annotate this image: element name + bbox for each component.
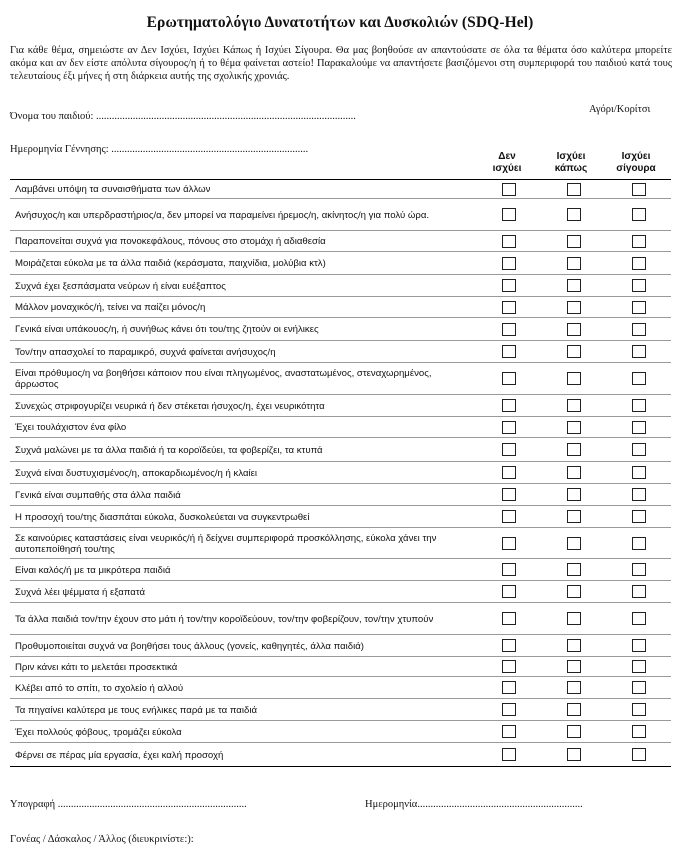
question-text: Γενικά είναι υπάκουος/η, ή συνήθως κάνει ότι του/της ζητούν οι ενήλικες (10, 318, 477, 341)
somewhat-true-checkbox[interactable] (567, 748, 581, 761)
not-true-checkbox-cell (477, 395, 541, 417)
question-row (10, 395, 671, 417)
not-true-checkbox[interactable] (502, 585, 516, 598)
somewhat-true-checkbox[interactable] (567, 301, 581, 314)
certainly-true-checkbox[interactable] (632, 510, 646, 523)
not-true-checkbox[interactable] (502, 257, 516, 270)
not-true-checkbox[interactable] (502, 488, 516, 501)
not-true-checkbox-cell (477, 363, 541, 395)
certainly-true-checkbox-cell (606, 231, 671, 252)
question-text: Η προσοχή του/της διασπάται εύκολα, δυσκολεύεται να συγκεντρωθεί (10, 506, 477, 528)
question-row (10, 417, 671, 438)
somewhat-true-checkbox[interactable] (567, 510, 581, 523)
instructions-paragraph: Για κάθε θέμα, σημειώστε αν Δεν Ισχύει, Ισχύει Κάπως ή Ισχύει Σίγουρα. Θα μας βοηθούσε αν απαντούσατε σε όλα τα θέματα όσο καλύτερα μπορείτε ακόμα και αν δεν είστε απόλυτα σίγουρος/η ή το θέμα φαίνεται αστείο! Παρακαλούμε να απαντήσετε βασιζόμενοι στη συμπεριφορά του παιδιού κατά τους τελευταίους έξι μήνες ή στη διάρκεια αυτής της σχολικής χρονιάς. (10, 45, 672, 83)
not-true-checkbox[interactable] (502, 748, 516, 761)
certainly-true-checkbox-cell (606, 743, 671, 767)
gender-option[interactable]: Αγόρι/Κορίτσι (589, 104, 651, 115)
question-row (10, 743, 671, 767)
somewhat-true-checkbox[interactable] (567, 323, 581, 336)
certainly-true-checkbox[interactable] (632, 537, 646, 550)
certainly-true-checkbox-cell (606, 318, 671, 341)
certainly-true-checkbox-cell (606, 417, 671, 438)
question-text: Προθυμοποιείται συχνά να βοηθήσει τους άλλους (γονείς, καθηγητές, άλλα παιδιά) (10, 635, 477, 657)
somewhat-true-checkbox-cell (541, 417, 606, 438)
not-true-checkbox-cell (477, 603, 541, 635)
somewhat-true-checkbox-cell (541, 635, 606, 657)
certainly-true-checkbox-cell (606, 363, 671, 395)
somewhat-true-checkbox[interactable] (567, 279, 581, 292)
somewhat-true-checkbox[interactable] (567, 660, 581, 673)
question-text: Είναι καλός/ή με τα μικρότερα παιδιά (10, 559, 477, 581)
somewhat-true-checkbox-cell (541, 603, 606, 635)
somewhat-true-checkbox[interactable] (567, 585, 581, 598)
certainly-true-checkbox[interactable] (632, 703, 646, 716)
somewhat-true-checkbox-cell (541, 721, 606, 743)
certainly-true-checkbox[interactable] (632, 345, 646, 358)
question-row (10, 559, 671, 581)
question-text: Πριν κάνει κάτι το μελετάει προσεκτικά (10, 657, 477, 677)
somewhat-true-checkbox-cell (541, 484, 606, 506)
not-true-checkbox-cell (477, 657, 541, 677)
not-true-checkbox-cell (477, 438, 541, 462)
certainly-true-checkbox[interactable] (632, 183, 646, 196)
somewhat-true-checkbox[interactable] (567, 488, 581, 501)
date-dots: ............................................................... (417, 799, 583, 810)
somewhat-true-checkbox[interactable] (567, 399, 581, 412)
certainly-true-checkbox-cell (606, 438, 671, 462)
somewhat-true-checkbox-cell (541, 462, 606, 484)
certainly-true-checkbox[interactable] (632, 208, 646, 221)
certainly-true-checkbox[interactable] (632, 488, 646, 501)
not-true-checkbox[interactable] (502, 345, 516, 358)
question-text: Μοιράζεται εύκολα με τα άλλα παιδιά (κεράσματα, παιχνίδια, μολύβια κτλ) (10, 252, 477, 275)
certainly-true-checkbox-cell (606, 677, 671, 699)
certainly-true-checkbox-cell (606, 721, 671, 743)
question-row (10, 199, 671, 231)
not-true-checkbox-cell (477, 462, 541, 484)
certainly-true-checkbox-cell (606, 603, 671, 635)
not-true-checkbox-cell (477, 559, 541, 581)
certainly-true-checkbox[interactable] (632, 681, 646, 694)
somewhat-true-checkbox-cell (541, 528, 606, 559)
birth-date-dots: ........................................................................... (111, 144, 309, 155)
somewhat-true-checkbox[interactable] (567, 372, 581, 385)
somewhat-true-checkbox[interactable] (567, 725, 581, 738)
somewhat-true-checkbox[interactable] (567, 563, 581, 576)
not-true-checkbox[interactable] (502, 301, 516, 314)
not-true-checkbox[interactable] (502, 725, 516, 738)
not-true-checkbox-cell (477, 318, 541, 341)
question-text: Λαμβάνει υπόψη τα συναισθήματα των άλλων (10, 180, 477, 199)
somewhat-true-checkbox[interactable] (567, 421, 581, 434)
certainly-true-checkbox-cell (606, 341, 671, 363)
certainly-true-checkbox[interactable] (632, 235, 646, 248)
somewhat-true-checkbox-cell (541, 657, 606, 677)
somewhat-true-checkbox-cell (541, 559, 606, 581)
question-text: Είναι πρόθυμος/η να βοηθήσει κάποιον που είναι πληγωμένος, αναστατωμένος, στεναχωρημένος, άρρωστος (10, 363, 477, 395)
not-true-checkbox-cell (477, 297, 541, 318)
question-text: Συνεχώς στριφογυρίζει νευρικά ή δεν στέκεται ήσυχος/η, έχει νευρικότητα (10, 395, 477, 417)
question-row (10, 297, 671, 318)
question-row (10, 603, 671, 635)
question-text: Συχνά λέει ψέμματα ή εξαπατά (10, 581, 477, 603)
not-true-checkbox-cell (477, 417, 541, 438)
certainly-true-checkbox[interactable] (632, 257, 646, 270)
question-row (10, 275, 671, 297)
questionnaire-table (10, 179, 671, 767)
somewhat-true-checkbox[interactable] (567, 703, 581, 716)
not-true-checkbox-cell (477, 341, 541, 363)
certainly-true-checkbox[interactable] (632, 399, 646, 412)
not-true-checkbox-cell (477, 699, 541, 721)
birth-date-label: Ημερομηνία Γέννησης: (10, 144, 109, 155)
somewhat-true-checkbox-cell (541, 297, 606, 318)
certainly-true-checkbox-cell (606, 199, 671, 231)
certainly-true-checkbox-cell (606, 484, 671, 506)
certainly-true-checkbox-cell (606, 252, 671, 275)
not-true-checkbox[interactable] (502, 612, 516, 625)
certainly-true-checkbox-cell (606, 506, 671, 528)
question-row (10, 581, 671, 603)
question-text: Έχει τουλάχιστον ένα φίλο (10, 417, 477, 438)
question-row (10, 231, 671, 252)
column-header-somewhat-true (541, 151, 601, 175)
certainly-true-checkbox[interactable] (632, 660, 646, 673)
not-true-checkbox-cell (477, 635, 541, 657)
not-true-checkbox-cell (477, 721, 541, 743)
question-text: Παραπονείται συχνά για πονοκεφάλους, πόνους στο στομάχι ή αδιαθεσία (10, 231, 477, 252)
somewhat-true-checkbox-cell (541, 231, 606, 252)
somewhat-true-checkbox-cell (541, 318, 606, 341)
not-true-checkbox[interactable] (502, 235, 516, 248)
question-row (10, 506, 671, 528)
column-header-certainly-true-line2: σίγουρα (616, 163, 656, 174)
somewhat-true-checkbox-cell (541, 438, 606, 462)
not-true-checkbox[interactable] (502, 681, 516, 694)
question-text: Σε καινούριες καταστάσεις είναι νευρικός/ή ή δείχνει συμπεριφορά προσκόλλησης, εύκολα χάνει την αυτοπεποίθησή του/της (10, 528, 477, 559)
not-true-checkbox[interactable] (502, 639, 516, 652)
question-text: Γενικά είναι συμπαθής στα άλλα παιδιά (10, 484, 477, 506)
not-true-checkbox[interactable] (502, 372, 516, 385)
somewhat-true-checkbox-cell (541, 341, 606, 363)
signature-field[interactable] (10, 799, 247, 810)
not-true-checkbox[interactable] (502, 208, 516, 221)
somewhat-true-checkbox-cell (541, 363, 606, 395)
certainly-true-checkbox-cell (606, 699, 671, 721)
not-true-checkbox-cell (477, 199, 541, 231)
question-text: Τα άλλα παιδιά τον/την έχουν στο μάτι ή τον/την κοροϊδεύουν, τον/την φοβερίζουν, τον/την χτυπούν (10, 603, 477, 635)
respondent-role-label: Γονέας / Δάσκαλος / Άλλος (διευκρινίστε:): (10, 834, 194, 845)
signature-dots: ........................................................................ (57, 799, 247, 810)
column-header-certainly-true-line1: Ισχύει (621, 151, 651, 162)
child-name-field[interactable] (10, 111, 356, 122)
somewhat-true-checkbox[interactable] (567, 639, 581, 652)
not-true-checkbox[interactable] (502, 323, 516, 336)
certainly-true-checkbox-cell (606, 297, 671, 318)
child-name-dots: ................................................................................................... (96, 111, 356, 122)
date-field[interactable] (365, 799, 583, 810)
not-true-checkbox[interactable] (502, 537, 516, 550)
not-true-checkbox-cell (477, 528, 541, 559)
somewhat-true-checkbox[interactable] (567, 443, 581, 456)
not-true-checkbox-cell (477, 484, 541, 506)
certainly-true-checkbox-cell (606, 528, 671, 559)
not-true-checkbox[interactable] (502, 563, 516, 576)
not-true-checkbox[interactable] (502, 279, 516, 292)
question-row (10, 699, 671, 721)
somewhat-true-checkbox-cell (541, 199, 606, 231)
certainly-true-checkbox[interactable] (632, 725, 646, 738)
somewhat-true-checkbox[interactable] (567, 681, 581, 694)
not-true-checkbox-cell (477, 743, 541, 767)
certainly-true-checkbox[interactable] (632, 748, 646, 761)
certainly-true-checkbox[interactable] (632, 443, 646, 456)
somewhat-true-checkbox-cell (541, 743, 606, 767)
question-row (10, 635, 671, 657)
not-true-checkbox-cell (477, 677, 541, 699)
not-true-checkbox[interactable] (502, 466, 516, 479)
column-header-not-true-line1: Δεν (498, 151, 516, 162)
somewhat-true-checkbox[interactable] (567, 466, 581, 479)
certainly-true-checkbox[interactable] (632, 323, 646, 336)
certainly-true-checkbox[interactable] (632, 372, 646, 385)
question-text: Κλέβει από το σπίτι, το σχολείο ή αλλού (10, 677, 477, 699)
certainly-true-checkbox[interactable] (632, 466, 646, 479)
certainly-true-checkbox[interactable] (632, 301, 646, 314)
column-header-not-true-line2: ισχύει (492, 163, 522, 174)
question-text: Τα πηγαίνει καλύτερα με τους ενήλικες παρά με τα παιδιά (10, 699, 477, 721)
somewhat-true-checkbox-cell (541, 275, 606, 297)
question-text: Συχνά μαλώνει με τα άλλα παιδιά ή τα κοροϊδεύει, τα φοβερίζει, τα κτυπά (10, 438, 477, 462)
somewhat-true-checkbox[interactable] (567, 183, 581, 196)
somewhat-true-checkbox[interactable] (567, 537, 581, 550)
question-row (10, 721, 671, 743)
somewhat-true-checkbox-cell (541, 677, 606, 699)
certainly-true-checkbox[interactable] (632, 563, 646, 576)
certainly-true-checkbox[interactable] (632, 585, 646, 598)
somewhat-true-checkbox[interactable] (567, 235, 581, 248)
certainly-true-checkbox[interactable] (632, 639, 646, 652)
certainly-true-checkbox-cell (606, 657, 671, 677)
page-title: Ερωτηματολόγιο Δυνατοτήτων και Δυσκολιών (SDQ-Hel) (146, 14, 534, 31)
question-text: Συχνά έχει ξεσπάσματα νεύρων ή είναι ευέξαπτος (10, 275, 477, 297)
question-row (10, 318, 671, 341)
birth-date-field[interactable] (10, 144, 308, 155)
column-header-certainly-true (606, 151, 666, 175)
question-row (10, 677, 671, 699)
question-row (10, 180, 671, 199)
somewhat-true-checkbox-cell (541, 180, 606, 199)
not-true-checkbox-cell (477, 581, 541, 603)
certainly-true-checkbox[interactable] (632, 612, 646, 625)
question-row (10, 438, 671, 462)
question-row (10, 363, 671, 395)
question-text: Τον/την απασχολεί το παραμικρό, συχνά φαίνεται ανήσυχος/η (10, 341, 477, 363)
certainly-true-checkbox[interactable] (632, 279, 646, 292)
not-true-checkbox-cell (477, 275, 541, 297)
certainly-true-checkbox-cell (606, 180, 671, 199)
certainly-true-checkbox-cell (606, 395, 671, 417)
somewhat-true-checkbox-cell (541, 506, 606, 528)
not-true-checkbox[interactable] (502, 660, 516, 673)
somewhat-true-checkbox-cell (541, 252, 606, 275)
somewhat-true-checkbox[interactable] (567, 257, 581, 270)
certainly-true-checkbox-cell (606, 275, 671, 297)
somewhat-true-checkbox[interactable] (567, 345, 581, 358)
somewhat-true-checkbox-cell (541, 395, 606, 417)
question-row (10, 528, 671, 559)
question-text: Συχνά είναι δυστυχισμένος/η, αποκαρδιωμένος/η ή κλαίει (10, 462, 477, 484)
question-row (10, 657, 671, 677)
not-true-checkbox[interactable] (502, 421, 516, 434)
signature-label: Υπογραφή (10, 799, 56, 810)
somewhat-true-checkbox[interactable] (567, 612, 581, 625)
question-text: Έχει πολλούς φόβους, τρομάζει εύκολα (10, 721, 477, 743)
not-true-checkbox-cell (477, 252, 541, 275)
somewhat-true-checkbox[interactable] (567, 208, 581, 221)
certainly-true-checkbox-cell (606, 581, 671, 603)
column-header-somewhat-true-line2: κάπως (554, 163, 588, 174)
somewhat-true-checkbox-cell (541, 581, 606, 603)
certainly-true-checkbox[interactable] (632, 421, 646, 434)
question-text: Μάλλον μοναχικός/ή, τείνει να παίζει μόνος/η (10, 297, 477, 318)
not-true-checkbox[interactable] (502, 510, 516, 523)
question-text: Ανήσυχος/η και υπερδραστήριος/α, δεν μπορεί να παραμείνει ήρεμος/η, ακίνητος/η για πολύ ώρα. (10, 199, 477, 231)
not-true-checkbox[interactable] (502, 183, 516, 196)
not-true-checkbox[interactable] (502, 443, 516, 456)
column-header-not-true (477, 151, 537, 175)
certainly-true-checkbox-cell (606, 559, 671, 581)
not-true-checkbox-cell (477, 506, 541, 528)
question-text: Φέρνει σε πέρας μία εργασία, έχει καλή προσοχή (10, 743, 477, 767)
not-true-checkbox[interactable] (502, 703, 516, 716)
somewhat-true-checkbox-cell (541, 699, 606, 721)
question-row (10, 462, 671, 484)
date-label: Ημερομηνία (365, 799, 418, 810)
certainly-true-checkbox-cell (606, 462, 671, 484)
child-name-label: Όνομα του παιδιού: (10, 111, 94, 122)
not-true-checkbox-cell (477, 231, 541, 252)
certainly-true-checkbox-cell (606, 635, 671, 657)
question-row (10, 484, 671, 506)
question-row (10, 341, 671, 363)
not-true-checkbox[interactable] (502, 399, 516, 412)
question-row (10, 252, 671, 275)
not-true-checkbox-cell (477, 180, 541, 199)
column-header-somewhat-true-line1: Ισχύει (556, 151, 586, 162)
